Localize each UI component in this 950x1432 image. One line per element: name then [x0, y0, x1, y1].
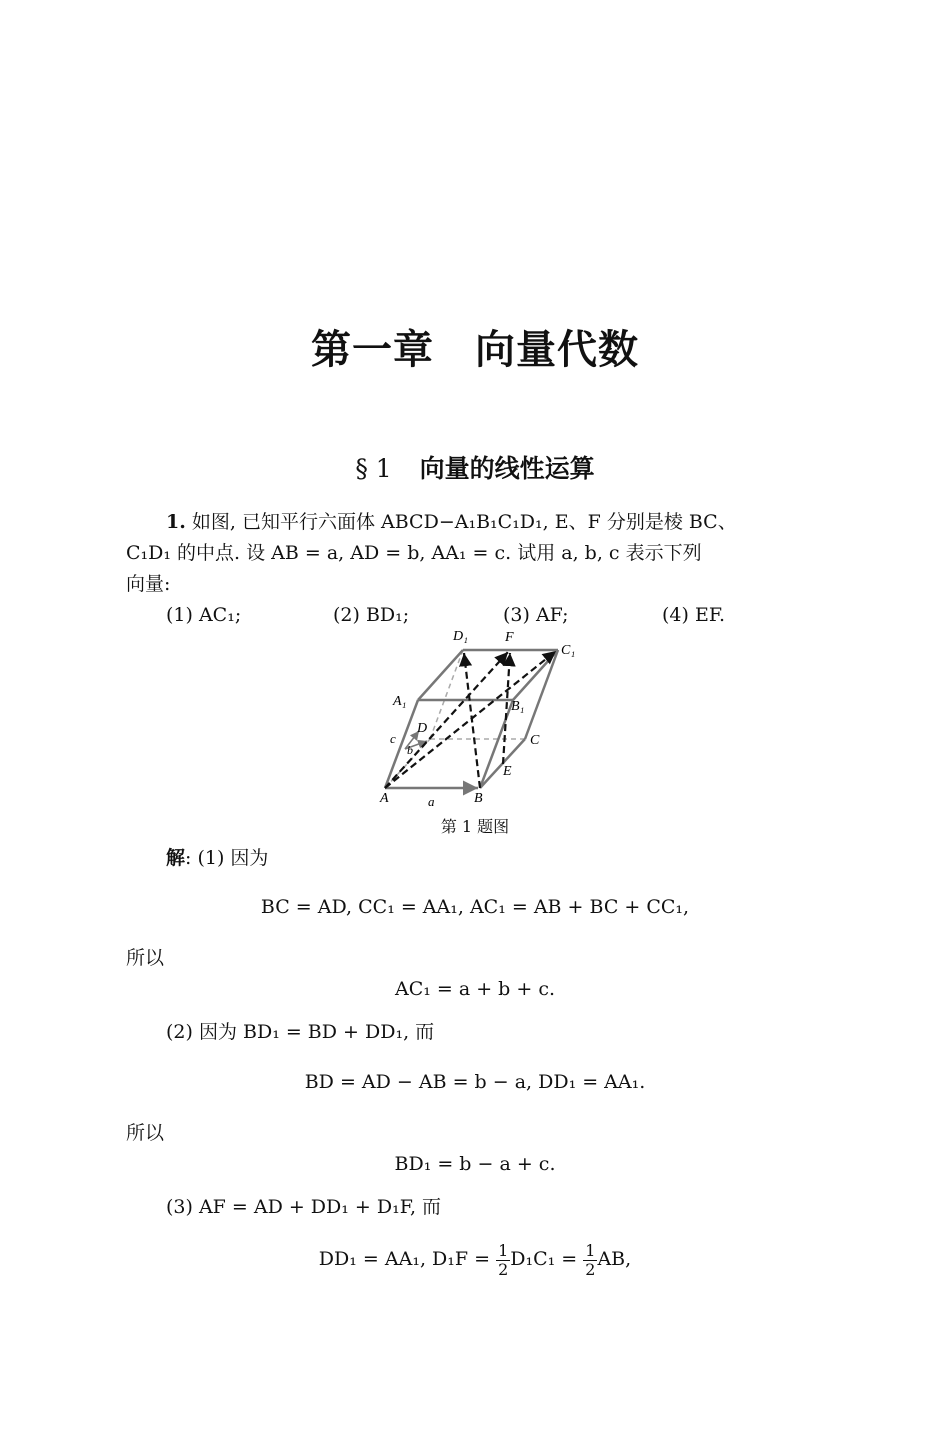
chapter-title: 第一章 向量代数 [311, 327, 639, 373]
label-C1: C₁ [561, 643, 576, 658]
section-title: 向量的线性运算 [419, 454, 595, 483]
problem-part-1: (1) AC₁; [166, 604, 242, 626]
fraction-num-1: 1 [498, 1240, 509, 1260]
result-2: BD₁ = b − a + c. [394, 1153, 556, 1175]
solution-part3-intro: (3) AF = AD + DD₁ + D₁F, 而 [166, 1196, 442, 1218]
equation-3-mid: D₁C₁ = [510, 1248, 578, 1270]
label-C: C [530, 733, 540, 748]
vector-AF [385, 652, 508, 788]
fraction-half-2 [583, 1242, 597, 1279]
problem-line-3: 向量: [126, 573, 171, 595]
fraction-num-2: 1 [585, 1240, 596, 1260]
fraction-den-1: 2 [498, 1259, 509, 1279]
problem-part-4: (4) EF. [662, 604, 726, 626]
parallelepiped-figure [375, 625, 585, 810]
label-B: B [474, 791, 483, 806]
vector-BD1 [464, 653, 480, 788]
edge-B1C1 [513, 650, 558, 700]
equation-2: BD = AD − AB = b − a, DD₁ = AA₁. [304, 1071, 646, 1093]
equation-3-left: DD₁ = AA₁, D₁F = [318, 1248, 491, 1270]
label-E: E [503, 764, 512, 779]
solution-label: 解 [166, 847, 186, 869]
equation-1: BC = AD, CC₁ = AA₁, AC₁ = AB + BC + CC₁, [260, 896, 690, 918]
problem-number: 1. [166, 511, 186, 533]
label-B1: B₁ [511, 699, 525, 714]
label-A1: A₁ [393, 694, 407, 709]
solution-intro [166, 846, 268, 870]
section-heading [0, 449, 950, 485]
problem-line-1 [166, 510, 737, 534]
problem-line-2: C₁D₁ 的中点. 设 AB = a, AD = b, AA₁ = c. 试用 a, b, c 表示下列 [126, 542, 702, 564]
fraction-half-1 [496, 1242, 510, 1279]
equation-3 [0, 1238, 950, 1280]
label-D: D [417, 721, 428, 736]
label-A: A [380, 791, 389, 806]
label-F: F [505, 630, 514, 645]
problem-part-3: (3) AF; [503, 604, 569, 626]
edge-A1D1 [418, 650, 463, 700]
fraction-den-2: 2 [585, 1259, 596, 1279]
edge-DD1 [430, 650, 463, 739]
section-number: § 1 [355, 454, 392, 483]
label-D1: D₁ [453, 629, 468, 644]
problem-part-2: (2) BD₁; [333, 604, 410, 626]
label-c: c [390, 731, 396, 746]
label-a: a [428, 794, 435, 809]
equation-3-right: AB, [597, 1248, 632, 1270]
so-2: 所以 [126, 1122, 165, 1144]
figure-caption: 第 1 题图 [440, 817, 510, 836]
solution-part2-intro: (2) 因为 BD₁ = BD + DD₁, 而 [166, 1021, 435, 1043]
label-b: b [407, 743, 413, 757]
so-1: 所以 [126, 947, 165, 969]
result-1: AC₁ = a + b + c. [394, 978, 556, 1000]
problem-text-1: 如图, 已知平行六面体 ABCD−A₁B₁C₁D₁, E、F 分别是棱 BC、 [191, 511, 737, 533]
solution-part1-intro: : (1) 因为 [185, 847, 269, 869]
